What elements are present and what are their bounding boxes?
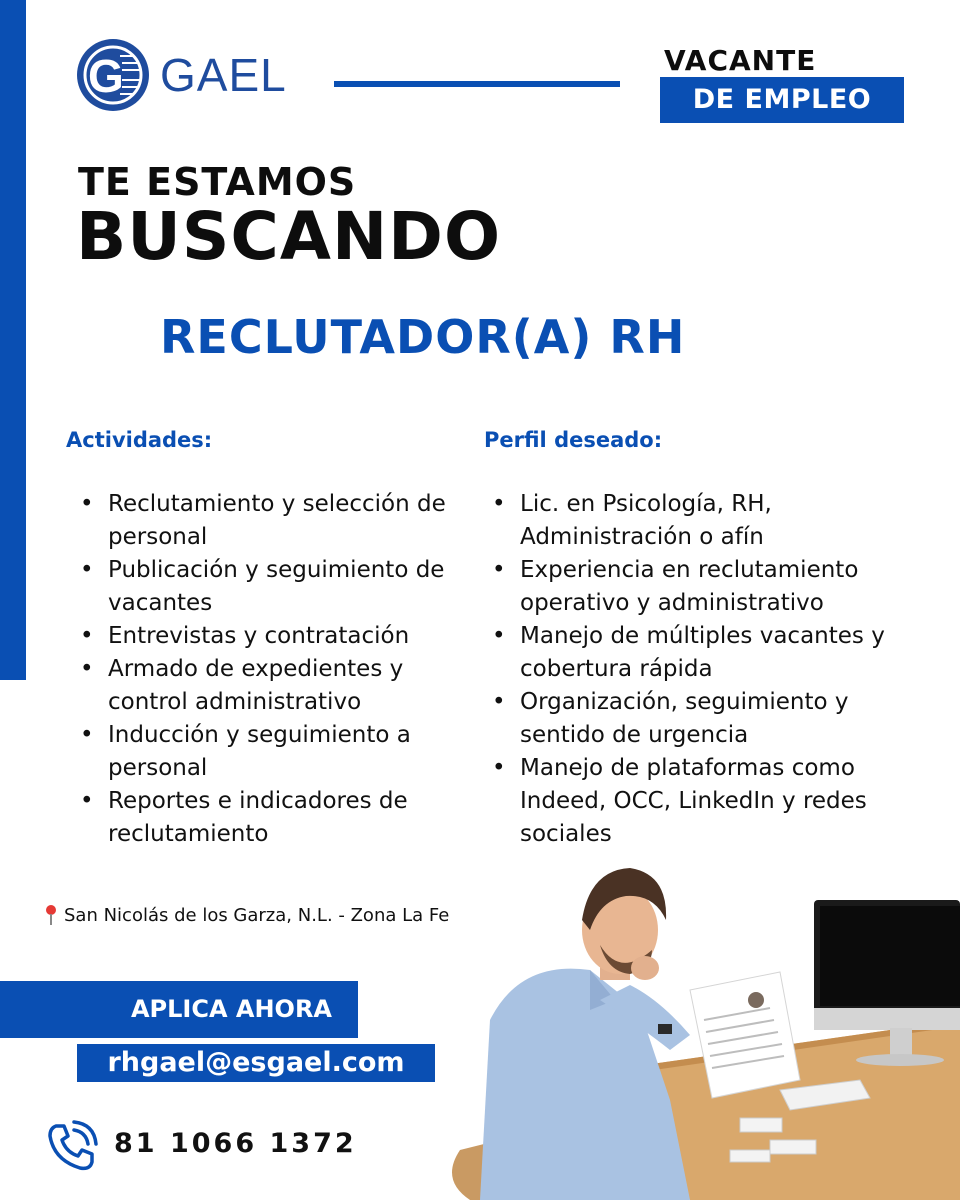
job-title: RECLUTADOR(A) RH [160, 310, 686, 364]
phone-icon [44, 1120, 98, 1174]
list-item: • Armado de expedientes y control administrativo [78, 653, 468, 719]
map-pin-icon [44, 904, 58, 926]
list-item: • Manejo de múltiples vacantes y cobertura rápida [490, 620, 910, 686]
gael-logo-icon [74, 36, 152, 114]
list-item: • Lic. en Psicología, RH, Administración o afín [490, 488, 910, 554]
list-item: • Reclutamiento y selección de personal [78, 488, 468, 554]
vacancy-tag-line2: DE EMPLEO [692, 84, 872, 115]
recruiter-photo [440, 850, 960, 1200]
header-divider [334, 81, 620, 87]
list-item: • Entrevistas y contratación [78, 620, 468, 653]
email-link[interactable]: rhgael@esgael.com [107, 1047, 405, 1078]
list-item: • Organización, seguimiento y sentido de urgencia [490, 686, 910, 752]
headline-line2: BUSCANDO [76, 198, 502, 275]
list-item: • Reportes e indicadores de reclutamiento [78, 785, 468, 851]
list-item: • Experiencia en reclutamiento operativo y administrativo [490, 554, 910, 620]
headline-line1: TE ESTAMOS [78, 160, 357, 204]
profile-heading: Perfil deseado: [484, 428, 663, 452]
apply-now-label: APLICA AHORA [130, 995, 332, 1023]
activities-heading: Actividades: [66, 428, 213, 452]
profile-list [490, 488, 910, 851]
brand-name: GAEL [160, 49, 287, 101]
vacancy-tag-line1: VACANTE [664, 44, 817, 77]
svg-text:G: G [88, 50, 124, 102]
location-text: San Nicolás de los Garza, N.L. - Zona La Fe [64, 904, 450, 926]
list-item: • Inducción y seguimiento a personal [78, 719, 468, 785]
left-accent-bar [0, 0, 26, 680]
gael-logo [74, 36, 287, 114]
location [44, 904, 449, 926]
activities-list [78, 488, 468, 851]
phone-number[interactable]: 81 1066 1372 [114, 1128, 357, 1159]
list-item: • Manejo de plataformas como Indeed, OCC, LinkedIn y redes sociales [490, 752, 910, 851]
list-item: • Publicación y seguimiento de vacantes [78, 554, 468, 620]
